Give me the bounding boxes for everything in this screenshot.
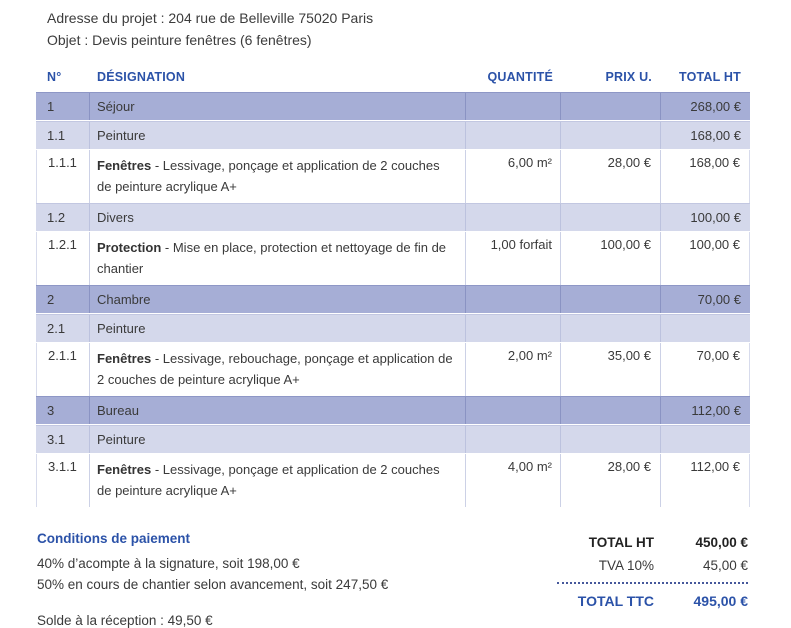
table-row-subsection-1-2 [36,203,750,232]
row-unit-price: 35,00 € [561,343,661,396]
row-num: 3.1 [36,426,90,453]
row-designation [90,343,466,396]
row-num: 1.2 [36,204,90,231]
totals-dashed-divider [557,582,748,584]
row-total: 168,00 € [690,128,741,143]
row-total [661,426,750,453]
tva-row [557,554,748,577]
table-row-item-3-1-1 [36,454,750,507]
row-designation [90,454,466,507]
table-row-subsection-3-1 [36,425,750,454]
col-header-total-ht: TOTAL HT [678,70,741,84]
row-unit-price [561,204,661,231]
row-num: 1.1.1 [36,150,90,203]
total-ht-row [557,531,748,554]
row-designation [90,93,466,120]
payment-condition-line-2: 50% en cours de chantier selon avancement, soit 247,50 € [37,577,389,592]
quote-table [36,67,750,507]
total-ht-label: TOTAL HT [588,535,654,550]
payment-conditions [37,531,557,628]
table-row-subsection-2-1 [36,314,750,343]
bottom-section [0,531,791,628]
table-row-section-1 [36,92,750,121]
row-quantity [466,93,561,120]
row-num: 3 [36,397,90,424]
row-quantity [466,286,561,313]
table-row-section-2 [36,285,750,314]
row-total: 268,00 € [690,99,741,114]
row-num: 2 [36,286,90,313]
designation-text: Chambre [97,292,151,307]
row-unit-price [561,315,661,342]
col-header-num: N° [47,70,62,84]
row-designation [90,204,466,231]
row-quantity [466,397,561,424]
row-unit-price: 28,00 € [561,150,661,203]
designation-lead: Fenêtres [97,462,152,477]
row-unit-price [561,122,661,149]
row-unit-price [561,426,661,453]
balance-due-line: Solde à la réception : 49,50 € [37,613,213,628]
col-header-designation: DÉSIGNATION [97,70,186,84]
designation-text: Peinture [97,321,146,336]
designation-text: - Lessivage, ponçage et application de 2 couches de peinture acrylique A+ [97,462,440,498]
designation-text: Divers [97,210,134,225]
table-row-item-2-1-1 [36,343,750,396]
row-designation [90,122,466,149]
row-quantity: 2,00 m² [466,343,561,396]
table-row-subsection-1-1 [36,121,750,150]
row-total: 112,00 € [661,454,750,507]
row-unit-price: 28,00 € [561,454,661,507]
row-quantity: 6,00 m² [466,150,561,203]
payment-condition-line-1: 40% d’acompte à la signature, soit 198,00 € [37,556,300,571]
row-designation [90,315,466,342]
totals-block [557,531,748,613]
row-num: 2.1 [36,315,90,342]
row-total [661,315,750,342]
payment-conditions-title: Conditions de paiement [37,531,191,546]
row-designation [90,426,466,453]
row-total: 70,00 € [697,292,741,307]
total-ttc-row [557,588,748,613]
project-address-line: Adresse du projet : 204 rue de Belleville 75020 Paris [47,10,374,26]
total-ht-value: 450,00 € [695,535,748,550]
col-header-quantity: QUANTITÉ [487,70,553,84]
total-ttc-value: 495,00 € [693,592,748,609]
row-unit-price [561,397,661,424]
object-line: Objet : Devis peinture fenêtres (6 fenêtres) [47,32,312,48]
row-designation [90,286,466,313]
designation-text: - Lessivage, rebouchage, ponçage et application de 2 couches de peinture acrylique A+ [97,351,453,387]
row-quantity [466,204,561,231]
designation-text: Peinture [97,432,146,447]
table-header-row [36,67,750,84]
document-header [0,0,791,51]
row-designation [90,150,466,203]
row-designation [90,397,466,424]
row-total: 112,00 € [691,403,741,418]
col-header-unit-price: PRIX U. [605,70,652,84]
row-num: 1 [36,93,90,120]
row-num: 3.1.1 [36,454,90,507]
row-unit-price: 100,00 € [561,232,661,285]
tva-value: 45,00 € [702,558,748,573]
row-quantity [466,315,561,342]
designation-text: - Lessivage, ponçage et application de 2 couches de peinture acrylique A+ [97,158,440,194]
table-row-section-3 [36,396,750,425]
row-total: 70,00 € [661,343,750,396]
row-quantity [466,122,561,149]
designation-text: - Mise en place, protection et nettoyage de fin de chantier [97,240,447,276]
designation-text: Séjour [97,99,135,114]
row-num: 2.1.1 [36,343,90,396]
tva-label: TVA 10% [598,558,654,573]
row-total: 100,00 € [661,232,750,285]
row-designation [90,232,466,285]
row-total: 168,00 € [661,150,750,203]
row-unit-price [561,286,661,313]
row-unit-price [561,93,661,120]
designation-text: Bureau [97,403,139,418]
row-total: 100,00 € [690,210,741,225]
row-quantity: 4,00 m² [466,454,561,507]
designation-lead: Protection [97,240,162,255]
row-num: 1.2.1 [36,232,90,285]
table-row-item-1-1-1 [36,150,750,203]
row-quantity [466,426,561,453]
total-ttc-label: TOTAL TTC [577,592,654,609]
row-quantity: 1,00 forfait [466,232,561,285]
designation-lead: Fenêtres [97,158,152,173]
designation-text: Peinture [97,128,146,143]
table-row-item-1-2-1 [36,232,750,285]
row-num: 1.1 [36,122,90,149]
designation-lead: Fenêtres [97,351,152,366]
